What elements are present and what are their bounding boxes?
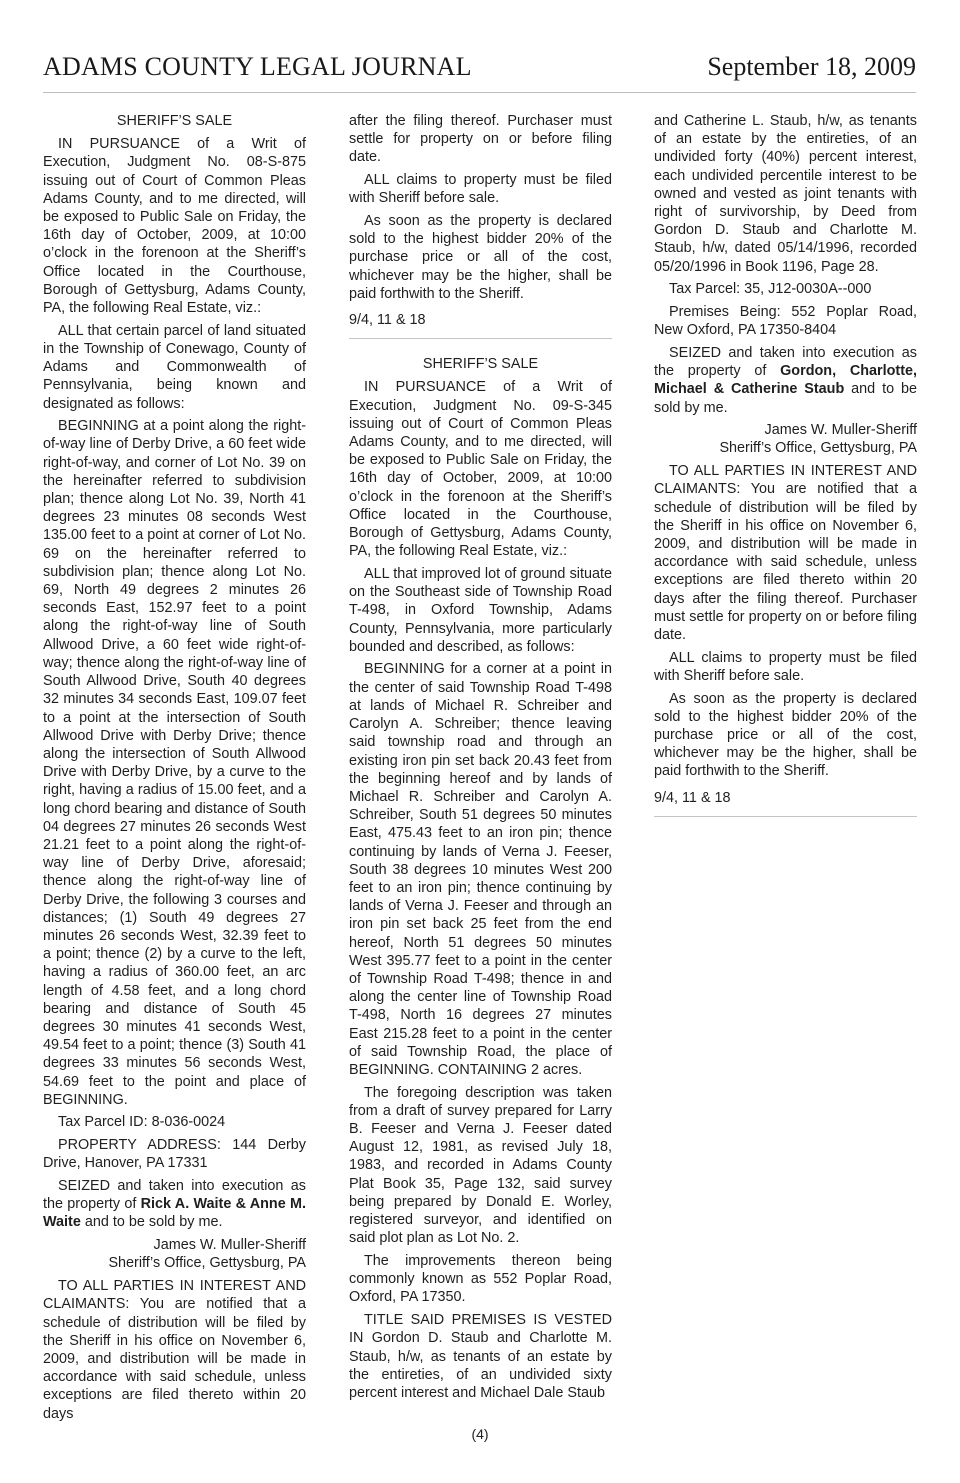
notice-1-publication-dates: 9/4, 11 & 18 bbox=[349, 312, 426, 329]
notice-2-title: TITLE SAID PREMISES IS VESTED IN Gordon D. Staub and Charlotte M. Staub, h/w, as tenants of an estate by the entireties, of an undivided sixty percent interest and Michael Dale Staub bbox=[349, 1312, 612, 1401]
notice-1-parties-continued: after the filing thereof. Purchaser must settle for property on or before filing date. bbox=[349, 113, 612, 166]
notice-1-seized bbox=[43, 1177, 306, 1232]
column-3 bbox=[654, 112, 917, 833]
page-number: (4) bbox=[471, 1426, 489, 1442]
masthead bbox=[43, 52, 916, 93]
notice-1-description: BEGINNING at a point along the right-of-way line of Derby Drive, a 60 feet wide right-of-way, and corner of Lot No. 39 on the hereinafter referred to subdivision plan; thence along Lot No. 39, North 41 degrees 23 minutes 08 seconds West 135.00 feet to a point at corner of Lot No. 69 on the hereinafter referred to subdivision plan; thence along Lot No. 69, North 49 degrees 2 minutes 26 seconds East, 152.97 feet to a point along the right-of-way line of South Allwood Drive, a 60 feet wide right-of-way; thence along the right-of-way line of South Allwood Drive, South 40 degrees 32 minutes 34 seconds East, 109.07 feet to a point at the intersection of South Allwood Drive with Derby Drive; thence along the intersection of South Allwood Drive with Derby Drive, by a curve to the right, having a radius of 15.00 feet, and a long chord bearing and distance of South 04 degrees 27 minutes 26 seconds West 21.21 feet to a point along the right-of-way line of Derby Drive, aforesaid; thence along the right-of-way line of Derby Drive, the following 3 courses and distances; (1) South 49 degrees 27 minutes 26 seconds West, 32.39 feet to a point; thence (2) by a curve to the left, having a radius of 360.00 feet, an arc length of 4.58 feet, and a long chord bearing and distance of South 45 degrees 30 minutes 41 seconds West, 49.54 feet to a point; thence (3) South 41 degrees 33 minutes 56 seconds West, 54.69 feet to the point and place of BEGINNING. bbox=[43, 418, 306, 1108]
notice-2-improvements: The improvements thereon being commonly known as 552 Poplar Road, Oxford, PA 17350. bbox=[349, 1252, 612, 1306]
notice-2-publication-dates: 9/4, 11 & 18 bbox=[654, 789, 731, 806]
notice-2-seized bbox=[654, 344, 917, 417]
signature-office: Sheriff’s Office, Gettysburg, PA bbox=[108, 1255, 306, 1272]
divider bbox=[654, 816, 917, 817]
notice-2-title-continued: and Catherine L. Staub, h/w, as tenants of an estate by the entireties, of an undivided forty (40%) percent interest, each undivided percentile interest to be owned and vested as joint tenants with right of survivorship, by Deed from Gordon D. Staub and Charlotte M. Staub, h/w, dated 05/14/1996, recorded 05/20/1996 in Book 1196, Page 28. bbox=[654, 113, 917, 275]
notice-2-heading: SHERIFF’S SALE bbox=[422, 356, 539, 373]
seized-text-end: and to be sold by me. bbox=[80, 1214, 223, 1231]
divider bbox=[349, 338, 612, 339]
notice-1-parcel-intro: ALL that certain parcel of land situated in the Township of Conewago, County of Adams and Commonwealth of Pennsylvania, being known and designated as follows: bbox=[43, 322, 306, 412]
notice-1-heading: SHERIFF’S SALE bbox=[116, 113, 233, 129]
notice-2-lot-intro: ALL that improved lot of ground situate on the Southeast side of Township Road T-498, in Oxford Township, Adams County, Pennsylvania, more particularly bounded and described, as follows: bbox=[349, 565, 612, 655]
seized-text: SEIZED and taken into execution as the property of bbox=[654, 344, 917, 380]
column-1 bbox=[43, 112, 306, 1427]
notice-2-writ: IN PURSUANCE of a Writ of Execution, Judgment No. 09-S-345 issuing out of Court of Common Pleas Adams County, and to me directed, will be exposed to Public Sale on Friday, the 16th day of October, 2009, at 10:00 o’clock in the forenoon at the Sheriff’s Office located in the Courthouse, Borough of Gettysburg, Adams County, PA, the following Real Estate, viz.: bbox=[349, 379, 612, 560]
signature-office: Sheriff’s Office, Gettysburg, PA bbox=[719, 440, 917, 457]
notice-2-claims: ALL claims to property must be filed with Sheriff before sale. bbox=[654, 649, 917, 684]
signature-name: James W. Muller-Sheriff bbox=[764, 422, 917, 439]
seized-text-end: and to be sold by me. bbox=[654, 381, 917, 416]
notice-1-address: PROPERTY ADDRESS: 144 Derby Drive, Hanover, PA 17331 bbox=[43, 1137, 306, 1172]
seized-text: SEIZED and taken into execution as the property of bbox=[43, 1178, 306, 1213]
owner-name: Gordon, Charlotte, Michael & Catherine Staub bbox=[654, 363, 917, 398]
notice-2-description: BEGINNING for a corner at a point in the center of said Township Road T-498 at lands of Michael R. Schreiber and Carolyn A. Schreiber; thence leaving said township road and through an existing iron pin set back 20.43 feet from the beginning hereof and by lands of Michael R. Schreiber and Carolyn A. Schreiber, South 51 degrees 50 minutes East, 475.43 feet to an iron pin; thence continuing by lands of Verna J. Feeser, South 38 degrees 10 minutes West 200 feet to an iron pin; thence continuing by lands of Verna J. Feeser and through an iron pin set back 25 feet from the end hereof, North 51 degrees 50 minutes West 395.77 feet to a point in the center of Township Road T-498; thence in and along the center line of Township Road T-498, North 16 degrees 27 minutes East 215.28 feet to a point in the center of said Township Road, the place of BEGINNING. CONTAINING 2 acres. bbox=[349, 661, 612, 1078]
issue-date: September 18, 2009 bbox=[707, 52, 916, 81]
notice-2-premises: Premises Being: 552 Poplar Road, New Oxford, PA 17350-8404 bbox=[654, 304, 917, 339]
notice-1-declared: As soon as the property is declared sold to the highest bidder 20% of the purchase price or all of the cost, whichever may be the higher, shall be paid forthwith to the Sheriff. bbox=[349, 213, 612, 302]
notice-1-claims: ALL claims to property must be filed with Sheriff before sale. bbox=[349, 172, 612, 207]
notice-1-parties: TO ALL PARTIES IN INTEREST AND CLAIMANTS: You are notified that a schedule of distribution will be filed by the Sheriff in his office on November 6, 2009, and distribution will be made in accordance with said schedule, unless exceptions are filed thereto within 20 days bbox=[43, 1278, 306, 1422]
notice-2-declared: As soon as the property is declared sold to the highest bidder 20% of the purchase price or all of the cost, whichever may be the higher, shall be paid forthwith to the Sheriff. bbox=[654, 690, 917, 780]
notice-2-survey: The foregoing description was taken from a draft of survey prepared for Larry B. Feeser and Verna J. Feeser dated August 12, 1981, as revised July 18, 1983, and recorded in Adams County Plat Book 35, Page 132, said survey being prepared by Donald E. Worley, registered surveyor, and identified on said plot plan as Lot No. 2. bbox=[349, 1084, 612, 1247]
notice-1-tax-parcel: Tax Parcel ID: 8-036-0024 bbox=[58, 1114, 226, 1131]
journal-title: ADAMS COUNTY LEGAL JOURNAL bbox=[43, 52, 472, 81]
signature-name: James W. Muller-Sheriff bbox=[153, 1237, 306, 1254]
notice-2-parties: TO ALL PARTIES IN INTEREST AND CLAIMANTS: You are notified that a schedule of distribution will be filed by the Sheriff in his office on November 6, 2009, and distribution will be made in accordance with said schedule, unless exceptions are filed thereto within 20 days after the filing thereof. Purchaser must settle for property on or before filing date. bbox=[654, 463, 917, 643]
column-2 bbox=[349, 112, 612, 1407]
owner-name: Rick A. Waite & Anne M. Waite bbox=[43, 1196, 306, 1231]
notice-2-tax-parcel: Tax Parcel: 35, J12-0030A--000 bbox=[669, 281, 872, 298]
notice-1-writ: IN PURSUANCE of a Writ of Execution, Judgment No. 08-S-875 issuing out of Court of Common Pleas Adams County, and to me directed, will be exposed to Public Sale on Friday, the 16th day of October, 2009, at 10:00 o’clock in the forenoon at the Sheriff’s Office located in the Courthouse, Borough of Gettysburg, Adams County, PA, the following Real Estate, viz.: bbox=[43, 136, 306, 317]
